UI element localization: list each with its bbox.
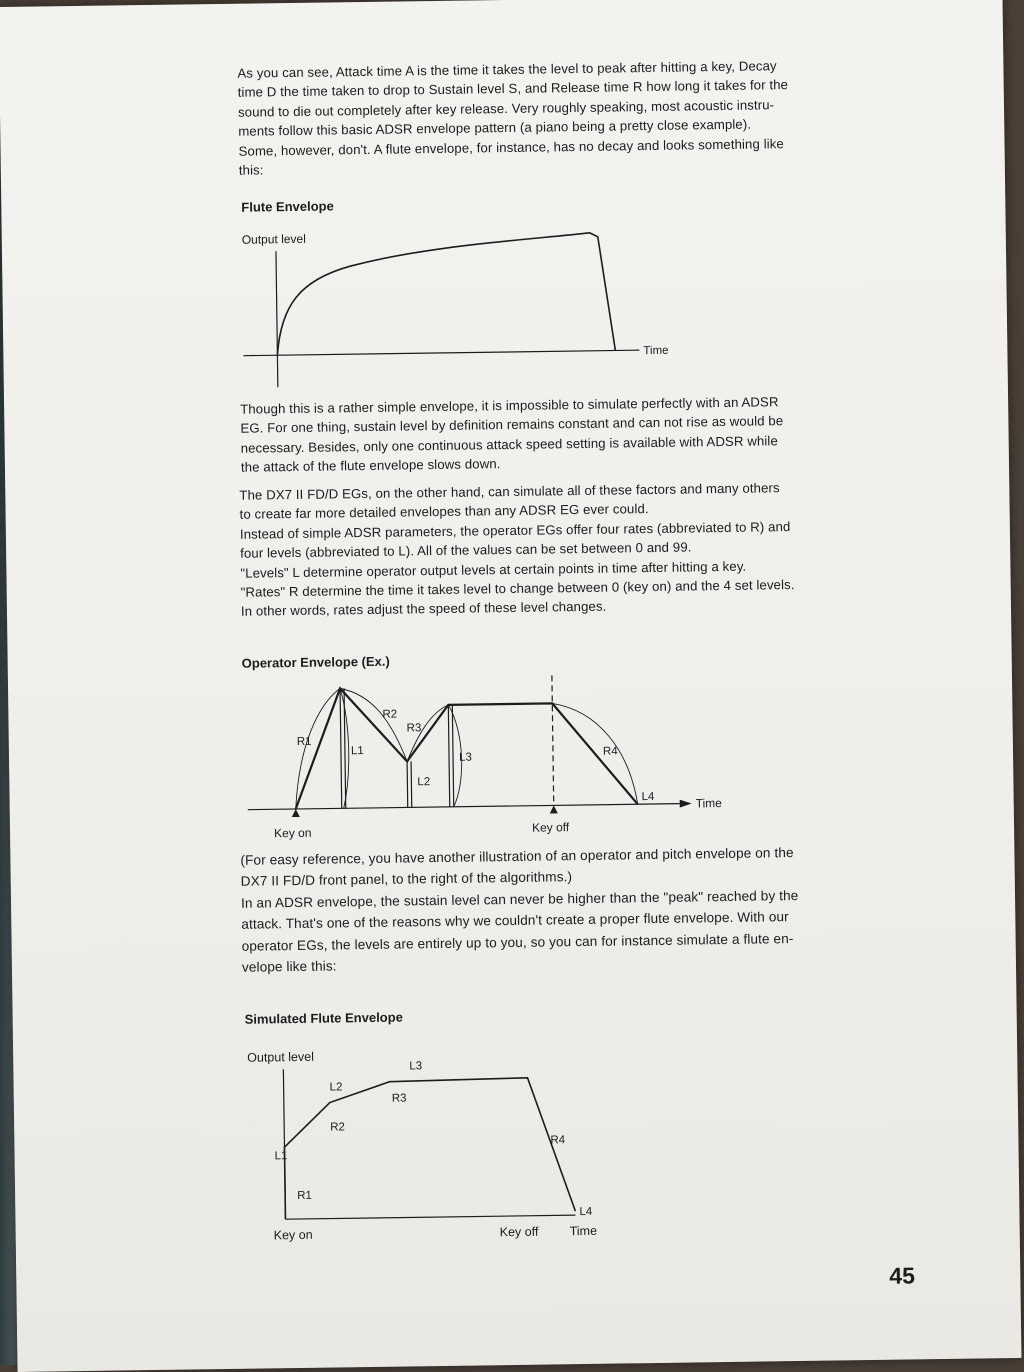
- sim-r1-label: R1: [297, 1189, 312, 1203]
- sim-l2-label: L2: [329, 1081, 343, 1094]
- l2-marker: [407, 761, 408, 807]
- paragraph-line: Though this is a rather simple envelope, it is impossible to simulate perfectly with an ADSR: [240, 394, 779, 417]
- key-on-marker: [292, 809, 300, 817]
- flute-envelope-heading: Flute Envelope: [241, 198, 334, 215]
- paragraph-line: EG. For one thing, sustain level by definition remains constant and can not rise as would be: [240, 413, 784, 437]
- l3-label: L3: [458, 751, 472, 764]
- intro-line: Some, however, don't. A flute envelope, for instance, has no decay and looks something like: [238, 135, 784, 159]
- page-number: 45: [889, 1262, 916, 1289]
- paragraph-line: necessary. Besides, only one continuous attack speed setting is available with ADSR while: [240, 433, 778, 456]
- l3-marker: [452, 705, 453, 807]
- intro-line: ments follow this basic ADSR envelope pattern (a piano being a pretty close example).: [238, 116, 752, 139]
- sim-l1-label: L1: [274, 1150, 288, 1163]
- paragraph-line: Instead of simple ADSR parameters, the operator EGs offer four rates (abbreviated to R) and: [239, 518, 791, 542]
- simulated-y-axis-label: Output level: [247, 1049, 315, 1065]
- paragraph-line: velope like this:: [241, 958, 337, 975]
- paragraph-line: In other words, rates adjust the speed of these level changes.: [240, 599, 607, 620]
- paragraph-flute-simulation: [240, 841, 877, 978]
- simulated-flute-envelope-diagram: [241, 1034, 644, 1250]
- paragraph-line: In an ADSR envelope, the sustain level can never be higher than the "peak" reached by the: [240, 887, 799, 911]
- flute-envelope-curve: [276, 233, 616, 356]
- paragraph-line: four levels (abbreviated to L). All of the values can be set between 0 and 99.: [240, 539, 692, 561]
- paragraph-line: to create far more detailed envelopes than any ADSR EG ever could.: [239, 501, 649, 523]
- operator-time-arrowhead: [680, 799, 692, 807]
- operator-envelope-diagram: [238, 669, 740, 848]
- flute-y-axis-label: Output level: [241, 231, 306, 247]
- r1-label: R1: [296, 735, 312, 748]
- operator-x-axis: [248, 804, 680, 810]
- paragraph-line: the attack of the flute envelope slows down.: [240, 456, 501, 475]
- l2-marker: [411, 761, 412, 807]
- key-off-dashed-line: [552, 675, 554, 805]
- l1-marker: [340, 688, 342, 808]
- paragraph-line: "Rates" R determine the time it takes level to change between 0 (key on) and the 4 set levels.: [240, 577, 795, 600]
- r4-label: R4: [602, 745, 618, 758]
- intro-line: sound to die out completely after key release. Very roughly speaking, most acoustic instru-: [237, 97, 775, 120]
- intro-paragraph: [237, 55, 874, 180]
- intro-line: As you can see, Attack time A is the time it takes the level to peak after hitting a key, Decay: [237, 58, 777, 81]
- flute-y-axis: [276, 251, 278, 387]
- l3-marker: [448, 705, 449, 807]
- paragraph-line: (For easy reference, you have another illustration of an operator and pitch envelope on the: [240, 845, 794, 868]
- paragraph-line: The DX7 II FD/D EGs, on the other hand, can simulate all of these factors and many others: [239, 480, 780, 503]
- simulated-x-axis: [285, 1215, 575, 1219]
- paragraph-line: attack. That's one of the reasons why we couldn't create a proper flute envelope. With our: [241, 909, 789, 932]
- r3-label: R3: [406, 722, 422, 735]
- operator-x-axis-label: Time: [695, 796, 723, 811]
- sim-r4-label: R4: [550, 1134, 566, 1147]
- l2-label: L2: [417, 776, 431, 789]
- flute-x-axis: [243, 350, 639, 356]
- intro-line: this:: [238, 162, 264, 178]
- l1-label: L1: [350, 745, 364, 758]
- paragraph-line: "Levels" L determine operator output levels at certain points in time after hitting a key.: [240, 558, 747, 581]
- sim-x-axis-label: Time: [569, 1223, 598, 1239]
- key-on-label: Key on: [273, 825, 312, 841]
- flute-envelope-diagram: [230, 220, 672, 391]
- sim-key-on-label: Key on: [273, 1227, 313, 1243]
- l4-label: L4: [641, 790, 655, 804]
- paragraph-operator-egs: [239, 477, 876, 622]
- sim-key-off-label: Key off: [499, 1224, 539, 1240]
- simulated-flute-envelope-heading: Simulated Flute Envelope: [244, 1009, 403, 1027]
- intro-line: time D the time taken to drop to Sustain level S, and Release time R how long it takes for the: [237, 77, 789, 101]
- sim-r3-label: R3: [391, 1092, 407, 1105]
- key-off-marker: [550, 805, 558, 813]
- key-off-label: Key off: [531, 820, 570, 835]
- paragraph-line: operator EGs, the levels are entirely up to you, so you can for instance simulate a flute en-: [241, 930, 794, 954]
- l1-marker: [344, 688, 346, 808]
- sim-l4-label: L4: [579, 1205, 593, 1219]
- flute-x-axis-label: Time: [643, 344, 669, 358]
- paragraph-adsr-limits: [240, 391, 876, 477]
- sim-r2-label: R2: [330, 1121, 345, 1134]
- simulated-envelope-line: [284, 1077, 576, 1219]
- r2-label: R2: [382, 708, 398, 721]
- operator-envelope-heading: Operator Envelope (Ex.): [241, 653, 390, 671]
- sim-l3-label: L3: [409, 1060, 423, 1073]
- paragraph-line: DX7 II FD/D front panel, to the right of the algorithms.): [240, 869, 573, 890]
